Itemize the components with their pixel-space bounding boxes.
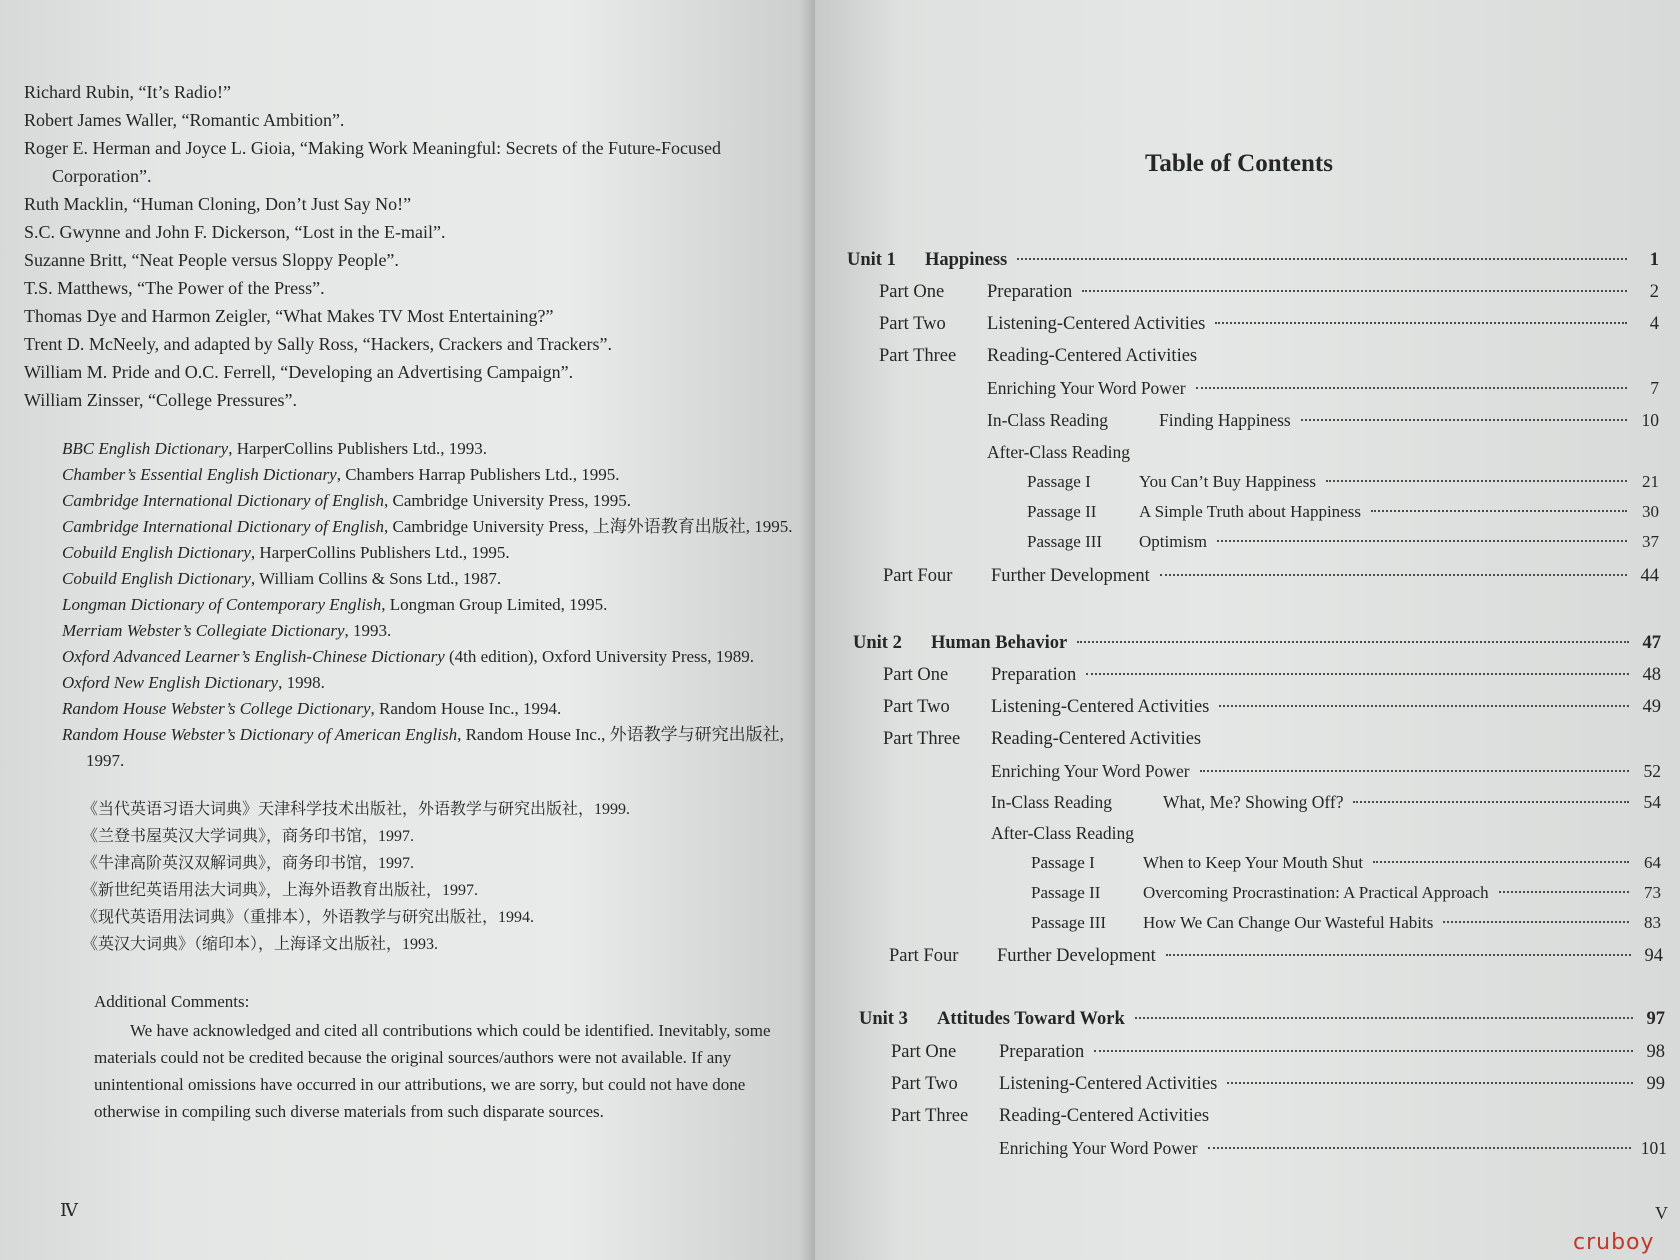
part-title: Preparation xyxy=(999,1042,1085,1062)
page-number: 98 xyxy=(1646,1042,1665,1062)
part-label: Part One xyxy=(891,1042,957,1062)
dictionary-item xyxy=(62,488,795,514)
dictionary-publisher: , William Collins & Sons Ltd., 1987. xyxy=(250,569,502,588)
acknowledgement-item: T.S. Matthews, “The Power of the Press”. xyxy=(24,278,325,298)
leader-dots xyxy=(1086,673,1629,675)
dictionary-title: Oxford New English Dictionary xyxy=(62,673,279,692)
dictionary-title: Random House Webster’s Dictionary of American English xyxy=(62,725,458,744)
toc-passage[interactable] xyxy=(1031,913,1661,941)
page-number: 101 xyxy=(1640,1138,1667,1158)
unit-label: Unit 1 xyxy=(847,250,896,270)
dictionary-publisher: , HarperCollins Publishers Ltd., 1995. xyxy=(250,543,510,562)
toc-part[interactable] xyxy=(883,566,1659,594)
acknowledgement-item: Ruth Macklin, “Human Cloning, Don’t Just Say No!” xyxy=(24,194,412,214)
toc-unit-3[interactable] xyxy=(859,1009,1665,1037)
dictionary-item xyxy=(62,696,795,722)
page-number: 37 xyxy=(1642,532,1659,551)
part-label: Part Three xyxy=(891,1106,969,1126)
toc-part[interactable] xyxy=(883,665,1661,693)
dictionary-title: Merriam Webster’s Collegiate Dictionary xyxy=(62,621,345,640)
toc-section[interactable] xyxy=(991,761,1661,789)
toc-section[interactable] xyxy=(991,823,1661,851)
passage-label: Passage III xyxy=(1027,532,1103,551)
page-number: 4 xyxy=(1649,314,1659,334)
page-number: 44 xyxy=(1640,566,1659,586)
section-label: Enriching Your Word Power xyxy=(999,1138,1198,1158)
dictionary-publisher: (4th edition), Oxford University Press, 1989. xyxy=(444,647,755,666)
acknowledgements-list xyxy=(24,78,795,414)
passage-label: Passage I xyxy=(1027,472,1091,491)
page-number: 30 xyxy=(1642,502,1659,521)
passage-title: How We Can Change Our Wasteful Habits xyxy=(1143,913,1434,932)
page-number: 73 xyxy=(1644,883,1661,902)
passage-label: Passage III xyxy=(1031,913,1107,932)
part-title: Preparation xyxy=(991,665,1077,685)
section-label: After-Class Reading xyxy=(991,823,1135,843)
unit-label: Unit 3 xyxy=(859,1009,908,1029)
unit-label: Unit 2 xyxy=(853,633,902,653)
dictionary-publisher: , Chambers Harrap Publishers Ltd., 1995. xyxy=(336,465,620,484)
part-title: Preparation xyxy=(987,282,1073,302)
leader-dots xyxy=(1326,480,1627,482)
acknowledgement-item: Richard Rubin, “It’s Radio!” xyxy=(24,82,231,102)
passage-label: Passage I xyxy=(1031,853,1095,872)
dictionary-publisher: , 1993. xyxy=(344,621,392,640)
toc-passage[interactable] xyxy=(1027,502,1659,530)
acknowledgement-item: Trent D. McNeely, and adapted by Sally Ross, “Hackers, Crackers and Trackers”. xyxy=(24,334,613,354)
dictionary-title: Longman Dictionary of Contemporary English xyxy=(62,595,382,614)
toc-part[interactable] xyxy=(879,282,1659,310)
part-title: Reading-Centered Activities xyxy=(999,1106,1210,1126)
toc-title: Table of Contents xyxy=(1145,150,1333,177)
dictionary-publisher: , Cambridge University Press, 上海外语教育出版社, 1995. xyxy=(384,517,793,536)
page-number: 83 xyxy=(1644,913,1661,932)
leader-dots xyxy=(1215,322,1627,324)
passage-label: Passage II xyxy=(1027,502,1097,521)
dictionary-item xyxy=(62,566,795,592)
dictionary-publisher: , Random House Inc., 外语教学与研究出版社, 1997. xyxy=(86,725,784,770)
leader-dots xyxy=(1219,705,1629,707)
part-title: Reading-Centered Activities xyxy=(987,346,1198,366)
acknowledgement-item: Suzanne Britt, “Neat People versus Sloppy People”. xyxy=(24,250,399,270)
part-title: Reading-Centered Activities xyxy=(991,729,1202,749)
chinese-dictionary-list xyxy=(82,796,795,958)
dictionary-title: Cobuild English Dictionary xyxy=(62,543,251,562)
part-title: Listening-Centered Activities xyxy=(991,697,1210,717)
toc-section[interactable] xyxy=(987,410,1659,438)
section-label: After-Class Reading xyxy=(987,442,1131,462)
leader-dots xyxy=(1017,258,1627,260)
leader-dots xyxy=(1094,1050,1633,1052)
part-label: Part Two xyxy=(879,314,946,334)
acknowledgement-item: Roger E. Herman and Joyce L. Gioia, “Making Work Meaningful: Secrets of the Future-Focused Corporation”. xyxy=(24,138,722,186)
toc-passage[interactable] xyxy=(1027,472,1659,500)
toc-unit-1[interactable] xyxy=(847,250,1659,278)
dictionary-publisher: , Random House Inc., 1994. xyxy=(370,699,562,718)
toc-part[interactable] xyxy=(883,697,1661,725)
page-number: 52 xyxy=(1643,761,1661,781)
part-label: Part Four xyxy=(889,946,959,966)
chinese-dictionary-item: 《新世纪英语用法大词典》，上海外语教育出版社，1997. xyxy=(82,882,479,899)
leader-dots xyxy=(1082,290,1627,292)
acknowledgement-item: William Zinsser, “College Pressures”. xyxy=(24,390,297,410)
chinese-dictionary-item: 《兰登书屋英汉大学词典》，商务印书馆，1997. xyxy=(82,828,415,845)
page-number: 48 xyxy=(1642,665,1661,685)
dictionary-title: Chamber’s Essential English Dictionary xyxy=(62,465,337,484)
toc-part[interactable] xyxy=(891,1106,1665,1134)
acknowledgement-item: S.C. Gwynne and John F. Dickerson, “Lost in the E-mail”. xyxy=(24,222,446,242)
page-number-right: V xyxy=(1655,1203,1668,1223)
leader-dots xyxy=(1217,540,1627,542)
dictionary-item xyxy=(62,670,795,696)
dictionary-item xyxy=(62,644,795,670)
toc-part[interactable] xyxy=(879,314,1659,342)
page-number: 64 xyxy=(1644,853,1661,872)
chinese-dictionary-item: 《现代英语用法词典》（重排本），外语教学与研究出版社，1994. xyxy=(82,909,535,926)
page-number: 94 xyxy=(1644,946,1663,966)
page-number: 1 xyxy=(1649,250,1659,270)
dictionary-title: Random House Webster’s College Dictionary xyxy=(62,699,371,718)
passage-title: A Simple Truth about Happiness xyxy=(1139,502,1361,521)
section-title: Finding Happiness xyxy=(1159,410,1291,430)
toc-passage[interactable] xyxy=(1031,883,1661,911)
passage-title: When to Keep Your Mouth Shut xyxy=(1143,853,1364,872)
acknowledgement-item: Thomas Dye and Harmon Zeigler, “What Makes TV Most Entertaining?” xyxy=(24,306,554,326)
leader-dots xyxy=(1227,1082,1633,1084)
leader-dots xyxy=(1200,770,1629,772)
section-title: What, Me? Showing Off? xyxy=(1163,792,1344,812)
dictionary-item xyxy=(62,436,795,462)
unit-title: Happiness xyxy=(925,250,1008,270)
leader-dots xyxy=(1443,921,1629,923)
dictionary-item xyxy=(62,618,795,644)
part-title: Listening-Centered Activities xyxy=(999,1074,1218,1094)
page-number: 54 xyxy=(1643,792,1661,812)
leader-dots xyxy=(1160,574,1627,576)
page-number: 2 xyxy=(1649,282,1659,302)
toc-section[interactable] xyxy=(999,1138,1667,1166)
leader-dots xyxy=(1353,801,1629,803)
acknowledgement-item: William M. Pride and O.C. Ferrell, “Developing an Advertising Campaign”. xyxy=(24,362,574,382)
toc-part[interactable] xyxy=(891,1042,1665,1070)
part-label: Part Three xyxy=(879,346,957,366)
dictionary-title: Cambridge International Dictionary of English xyxy=(62,491,385,510)
part-label: Part Four xyxy=(883,566,953,586)
leader-dots xyxy=(1373,861,1629,863)
leader-dots xyxy=(1371,510,1627,512)
page-number: 97 xyxy=(1646,1009,1665,1029)
dictionary-item xyxy=(62,592,795,618)
right-page xyxy=(815,0,1680,1260)
dictionary-publisher: , Longman Group Limited, 1995. xyxy=(381,595,608,614)
dictionary-title: Cobuild English Dictionary xyxy=(62,569,251,588)
dictionary-publisher: , HarperCollins Publishers Ltd., 1993. xyxy=(228,439,487,458)
toc-passage[interactable] xyxy=(1031,853,1661,881)
leader-dots xyxy=(1499,891,1629,893)
dictionary-list xyxy=(62,436,795,774)
watermark: cruboy xyxy=(1573,1230,1655,1255)
leader-dots xyxy=(1077,641,1629,643)
passage-label: Passage II xyxy=(1031,883,1101,902)
unit-title: Attitudes Toward Work xyxy=(937,1009,1125,1029)
toc-section[interactable] xyxy=(987,442,1659,470)
toc-section[interactable] xyxy=(991,792,1661,820)
section-label: In-Class Reading xyxy=(991,792,1113,812)
dictionary-title: Oxford Advanced Learner’s English-Chinese Dictionary xyxy=(62,647,445,666)
leader-dots xyxy=(1301,419,1627,421)
part-title: Further Development xyxy=(991,566,1150,586)
toc-part[interactable] xyxy=(879,346,1659,374)
part-label: Part One xyxy=(879,282,945,302)
part-label: Part Two xyxy=(891,1074,958,1094)
page-number: 10 xyxy=(1641,410,1659,430)
toc-part[interactable] xyxy=(883,729,1661,757)
section-label: In-Class Reading xyxy=(987,410,1109,430)
part-title: Further Development xyxy=(997,946,1156,966)
leader-dots xyxy=(1208,1147,1631,1149)
dictionary-publisher: , 1998. xyxy=(278,673,325,692)
part-title: Listening-Centered Activities xyxy=(987,314,1206,334)
page-number: 47 xyxy=(1642,633,1661,653)
part-label: Part Two xyxy=(883,697,950,717)
page-number: 21 xyxy=(1642,472,1659,491)
left-page xyxy=(0,0,815,1260)
toc-part[interactable] xyxy=(889,946,1663,974)
dictionary-item xyxy=(62,540,795,566)
toc-unit-2[interactable] xyxy=(853,633,1661,661)
comments-paragraph: We have acknowledged and cited all contributions which could be identified. Inevitably, some materials could not be credited because the original sources/authors were not available. If any unintentional omissions have occurred in our attributions, we are sorry, but could not have done otherwise in compiling such diverse materials from such disparate sources. xyxy=(94,1021,771,1121)
chinese-dictionary-item: 《英汉大词典》（缩印本），上海译文出版社，1993. xyxy=(82,936,439,953)
section-label: Enriching Your Word Power xyxy=(987,378,1186,398)
passage-title: You Can’t Buy Happiness xyxy=(1139,472,1316,491)
chinese-dictionary-item: 《牛津高阶英汉双解词典》，商务印书馆，1997. xyxy=(82,855,415,872)
dictionary-item xyxy=(62,462,795,488)
part-label: Part One xyxy=(883,665,949,685)
additional-comments xyxy=(94,988,785,1125)
leader-dots xyxy=(1135,1017,1633,1019)
page-number: 49 xyxy=(1642,697,1661,717)
passage-title: Optimism xyxy=(1139,532,1208,551)
part-label: Part Three xyxy=(883,729,961,749)
page-number: 7 xyxy=(1650,378,1659,398)
dictionary-item xyxy=(62,514,795,540)
dictionary-title: BBC English Dictionary xyxy=(62,439,229,458)
toc-part[interactable] xyxy=(891,1074,1665,1102)
leader-dots xyxy=(1166,954,1631,956)
acknowledgement-item: Robert James Waller, “Romantic Ambition”. xyxy=(24,110,345,130)
section-label: Enriching Your Word Power xyxy=(991,761,1190,781)
chinese-dictionary-item: 《当代英语习语大词典》天津科学技术出版社，外语教学与研究出版社，1999. xyxy=(82,801,631,818)
page-number-left: Ⅳ xyxy=(60,1200,78,1220)
dictionary-title: Cambridge International Dictionary of English xyxy=(62,517,385,536)
leader-dots xyxy=(1196,387,1627,389)
toc-passage[interactable] xyxy=(1027,532,1659,560)
page-number: 99 xyxy=(1646,1074,1665,1094)
toc-section[interactable] xyxy=(987,378,1659,406)
unit-title: Human Behavior xyxy=(931,633,1068,653)
dictionary-item xyxy=(62,722,795,774)
comments-heading: Additional Comments: xyxy=(94,992,250,1011)
dictionary-publisher: , Cambridge University Press, 1995. xyxy=(384,491,631,510)
passage-title: Overcoming Procrastination: A Practical Approach xyxy=(1143,883,1489,902)
